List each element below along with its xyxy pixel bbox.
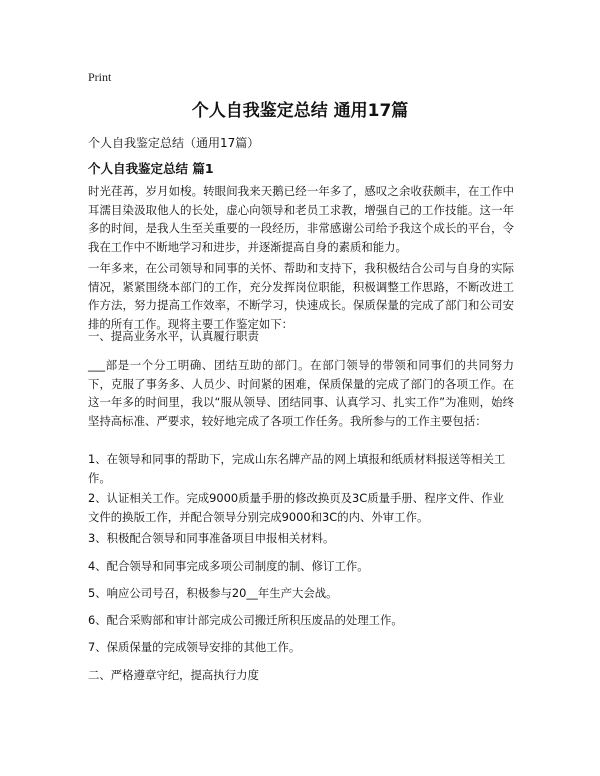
list-item: 7、保质保量的完成领导安排的其他工作。 xyxy=(88,640,301,654)
section-heading: 个人自我鉴定总结 篇1 xyxy=(88,161,214,176)
list-item: 5、响应公司号召，积极参与20__年生产大会战。 xyxy=(88,586,338,600)
list-item: 6、配合采购部和审计部完成公司搬迁所积压废品的处理工作。 xyxy=(88,613,403,627)
subheading-discipline: 二、严格遵章守纪，提高执行力度 xyxy=(88,668,259,682)
paragraph-intro: 时光荏苒，岁月如梭。转眼间我来天鹅已经一年多了，感叹之余收获颇丰，在工作中耳濡目染汲取他人的长处，虚心向领导和老员工求教，增强自己的工作技能。这一年多的时间，是我人生至关重要的一段经历，非常感谢公司给予我这个成长的平台，令我在工作中不断地学习和进步，并逐渐提高自身的素质和能力。 xyxy=(88,184,514,254)
document-subtitle: 个人自我鉴定总结（通用17篇） xyxy=(88,136,260,150)
print-link[interactable]: Print xyxy=(88,70,112,84)
paragraph-department: ___部是一个分工明确、团结互助的部门。在部门领导的带领和同事们的共同努力下，克服了事务多、人员少、时间紧的困难，保质保量的完成了部门的各项工作。在这一年多的时间里，我以“服从领导、团结同事、认真学习、扎实工作”为准则，始终坚持高标准、严要求，较好地完成了各项工作任务。我所参与的工作主要包括： xyxy=(88,358,514,428)
paragraph-summary: 一年多来，在公司领导和同事的关怀、帮助和支持下，我积极结合公司与自身的实际情况，紧紧围绕本部门的工作，充分发挥岗位职能，积极调整工作思路，不断改进工作方法，努力提高工作效率，不断学习，快速成长。保质保量的完成了部门和公司安排的所有工作。现将主要工作鉴定如下： xyxy=(88,261,514,331)
list-item: 4、配合领导和同事完成多项公司制度的制、修订工作。 xyxy=(88,559,369,573)
list-item: 1、在领导和同事的帮助下，完成山东名牌产品的网上填报和纸质材料报送等相关工作。 xyxy=(88,452,506,485)
subheading-business-level: 一、提高业务水平，认真履行职责 xyxy=(88,329,259,343)
page-title: 个人自我鉴定总结 通用17篇 xyxy=(191,101,409,121)
list-item: 2、认证相关工作。完成9000质量手册的修改换页及3C质量手册、程序文件、作业文件的换版工作，并配合领导分别完成9000和3C的内、外审工作。 xyxy=(88,491,504,524)
list-item: 3、积极配合领导和同事准备项目申报相关材料。 xyxy=(88,531,335,545)
